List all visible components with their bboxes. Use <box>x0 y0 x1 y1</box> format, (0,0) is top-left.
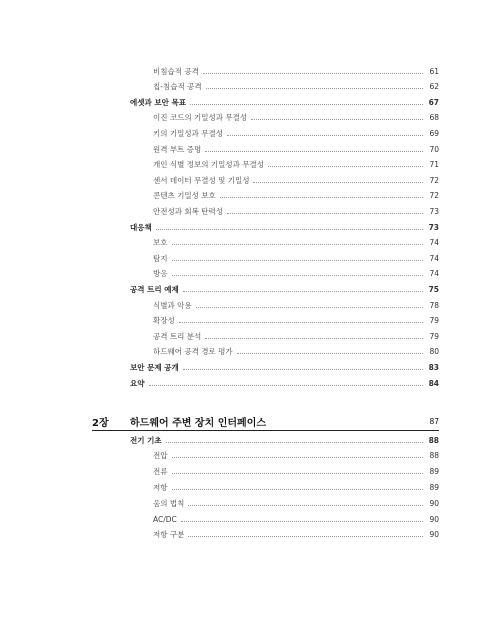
toc-subsection-entry[interactable] <box>0 173 500 187</box>
toc-page-number: 72 <box>429 175 439 185</box>
dot-leader <box>149 385 424 386</box>
toc-subsection-entry[interactable] <box>0 329 500 343</box>
dot-leader <box>156 229 423 230</box>
chapter-page-number: 87 <box>429 416 439 426</box>
toc-page-number: 88 <box>429 451 439 461</box>
dot-leader <box>268 166 423 167</box>
toc-entry-title: 옴의 법칙 <box>153 498 185 508</box>
dot-leader <box>172 244 424 245</box>
toc-subsection-entry[interactable] <box>0 251 500 265</box>
toc-page-number: 80 <box>429 347 439 357</box>
toc-page-number: 90 <box>429 530 439 540</box>
toc-page-number: 75 <box>428 284 439 294</box>
dot-leader <box>190 104 423 105</box>
dot-leader <box>203 73 423 74</box>
toc-subsection-entry[interactable] <box>0 465 500 479</box>
dot-leader <box>237 353 423 354</box>
toc-subsection-entry[interactable] <box>0 496 500 510</box>
toc-entry-title: 방응 <box>153 269 168 279</box>
toc-entry-title: 저항 <box>153 482 168 492</box>
dot-leader <box>227 135 423 136</box>
toc-subsection-entry[interactable] <box>0 314 500 328</box>
toc-subsection-entry[interactable] <box>0 142 500 156</box>
dot-leader <box>253 182 423 183</box>
toc-entry-title: 공격 트리 분석 <box>153 331 202 341</box>
toc-entry-title: 원격 부트 증명 <box>153 144 202 154</box>
toc-entry-title: 콘텐츠 기밀성 보호 <box>153 191 216 201</box>
toc-entry-title: 이진 코드의 기밀성과 무결성 <box>153 113 248 123</box>
toc-page-number: 70 <box>429 144 439 154</box>
toc-entry-title: 안전성과 회복 탄력성 <box>153 206 223 216</box>
toc-section-entry[interactable] <box>0 282 500 296</box>
dot-leader <box>205 338 423 339</box>
chapter-heading <box>0 412 500 430</box>
dot-leader <box>172 260 424 261</box>
dot-leader <box>188 536 423 537</box>
toc-subsection-entry[interactable] <box>0 528 500 542</box>
toc-page-number: 69 <box>429 128 439 138</box>
dot-leader <box>172 489 424 490</box>
toc-entry-title: 하드웨어 공격 경로 평가 <box>153 347 233 357</box>
toc-subsection-entry[interactable] <box>0 189 500 203</box>
toc-subsection-entry[interactable] <box>0 236 500 250</box>
toc-subsection-entry[interactable] <box>0 111 500 125</box>
toc-entry-title: 저항 구분 <box>153 530 185 540</box>
toc-page-number: 79 <box>429 316 439 326</box>
toc-subsection-entry[interactable] <box>0 298 500 312</box>
toc-page-number: 73 <box>429 206 439 216</box>
toc-entry-title: 요약 <box>130 378 145 388</box>
dot-leader <box>206 88 423 89</box>
dot-leader <box>251 119 423 120</box>
toc-page-number: 90 <box>429 514 439 524</box>
chapter-divider <box>92 430 439 431</box>
toc-page-number: 74 <box>429 253 439 263</box>
dot-leader <box>188 505 423 506</box>
toc-page-number: 61 <box>429 66 439 76</box>
toc-subsection-entry[interactable] <box>0 449 500 463</box>
toc-page-number: 74 <box>429 238 439 248</box>
dot-leader <box>166 442 423 443</box>
toc-page-number: 62 <box>429 82 439 92</box>
toc-entry-title: 전류 <box>153 467 168 477</box>
toc-subsection-entry[interactable] <box>0 267 500 281</box>
dot-leader <box>205 151 423 152</box>
toc-page-number: 89 <box>429 482 439 492</box>
toc-section-entry[interactable] <box>0 220 500 234</box>
toc-page-number: 88 <box>428 435 439 445</box>
toc-entry-title: 칩-침습적 공격 <box>153 82 202 92</box>
toc-entry-title: 공격 트리 예제 <box>130 284 179 294</box>
toc-section-entry[interactable] <box>0 360 500 374</box>
toc-section-entry[interactable] <box>0 95 500 109</box>
toc-section-entry[interactable] <box>0 433 500 447</box>
toc-page-number: 73 <box>428 222 439 232</box>
toc-page-number: 72 <box>429 191 439 201</box>
toc-page-number: 71 <box>429 160 439 170</box>
toc-subsection-entry[interactable] <box>0 480 500 494</box>
dot-leader <box>183 291 423 292</box>
toc-subsection-entry[interactable] <box>0 345 500 359</box>
dot-leader <box>220 197 423 198</box>
toc-entry-title: 센서 데이터 무결성 및 기밀성 <box>153 175 250 185</box>
toc-page-number: 68 <box>429 113 439 123</box>
toc-entry-title: 개인 식별 정보의 기밀성과 무결성 <box>153 160 264 170</box>
toc-subsection-entry[interactable] <box>0 80 500 94</box>
toc-page-number: 90 <box>429 498 439 508</box>
toc-entry-title: 대응책 <box>130 222 152 232</box>
toc-subsection-entry[interactable] <box>0 126 500 140</box>
toc-page-number: 67 <box>428 97 439 107</box>
toc-entry-title: AC/DC <box>153 514 177 524</box>
toc-entry-title: 전기 기초 <box>130 435 162 445</box>
toc-entry-title: 전압 <box>153 451 168 461</box>
toc-page-number: 83 <box>428 362 439 372</box>
toc-section-entry[interactable] <box>0 376 500 390</box>
dot-leader <box>172 275 424 276</box>
dot-leader <box>183 369 423 370</box>
dot-leader <box>181 521 423 522</box>
toc-page-number: 74 <box>429 269 439 279</box>
toc-page-number: 78 <box>429 300 439 310</box>
toc-entry-title: 비침습적 공격 <box>153 66 199 76</box>
toc-entry-title: 보안 문제 공개 <box>130 362 179 372</box>
dot-leader <box>196 307 423 308</box>
chapter-number: 2장 <box>92 417 109 429</box>
dot-leader <box>172 457 424 458</box>
toc-subsection-entry[interactable] <box>0 512 500 526</box>
toc-subsection-entry[interactable] <box>0 64 500 78</box>
toc-entry-title: 식별과 악용 <box>153 300 192 310</box>
toc-subsection-entry[interactable] <box>0 204 500 218</box>
toc-entry-title: 키의 기밀성과 무결성 <box>153 128 223 138</box>
toc-entry-title: 에셋과 보안 목표 <box>130 97 186 107</box>
chapter-title: 하드웨어 주변 장치 인터페이스 <box>130 417 267 429</box>
toc-page-number: 79 <box>429 331 439 341</box>
toc-subsection-entry[interactable] <box>0 158 500 172</box>
toc-entry-title: 보호 <box>153 238 168 248</box>
dot-leader <box>172 473 424 474</box>
toc-page-number: 89 <box>429 467 439 477</box>
dot-leader <box>227 213 423 214</box>
toc-entry-title: 확장성 <box>153 316 175 326</box>
dot-leader <box>179 322 423 323</box>
toc-page-number: 84 <box>428 378 439 388</box>
toc-entry-title: 탐지 <box>153 253 168 263</box>
